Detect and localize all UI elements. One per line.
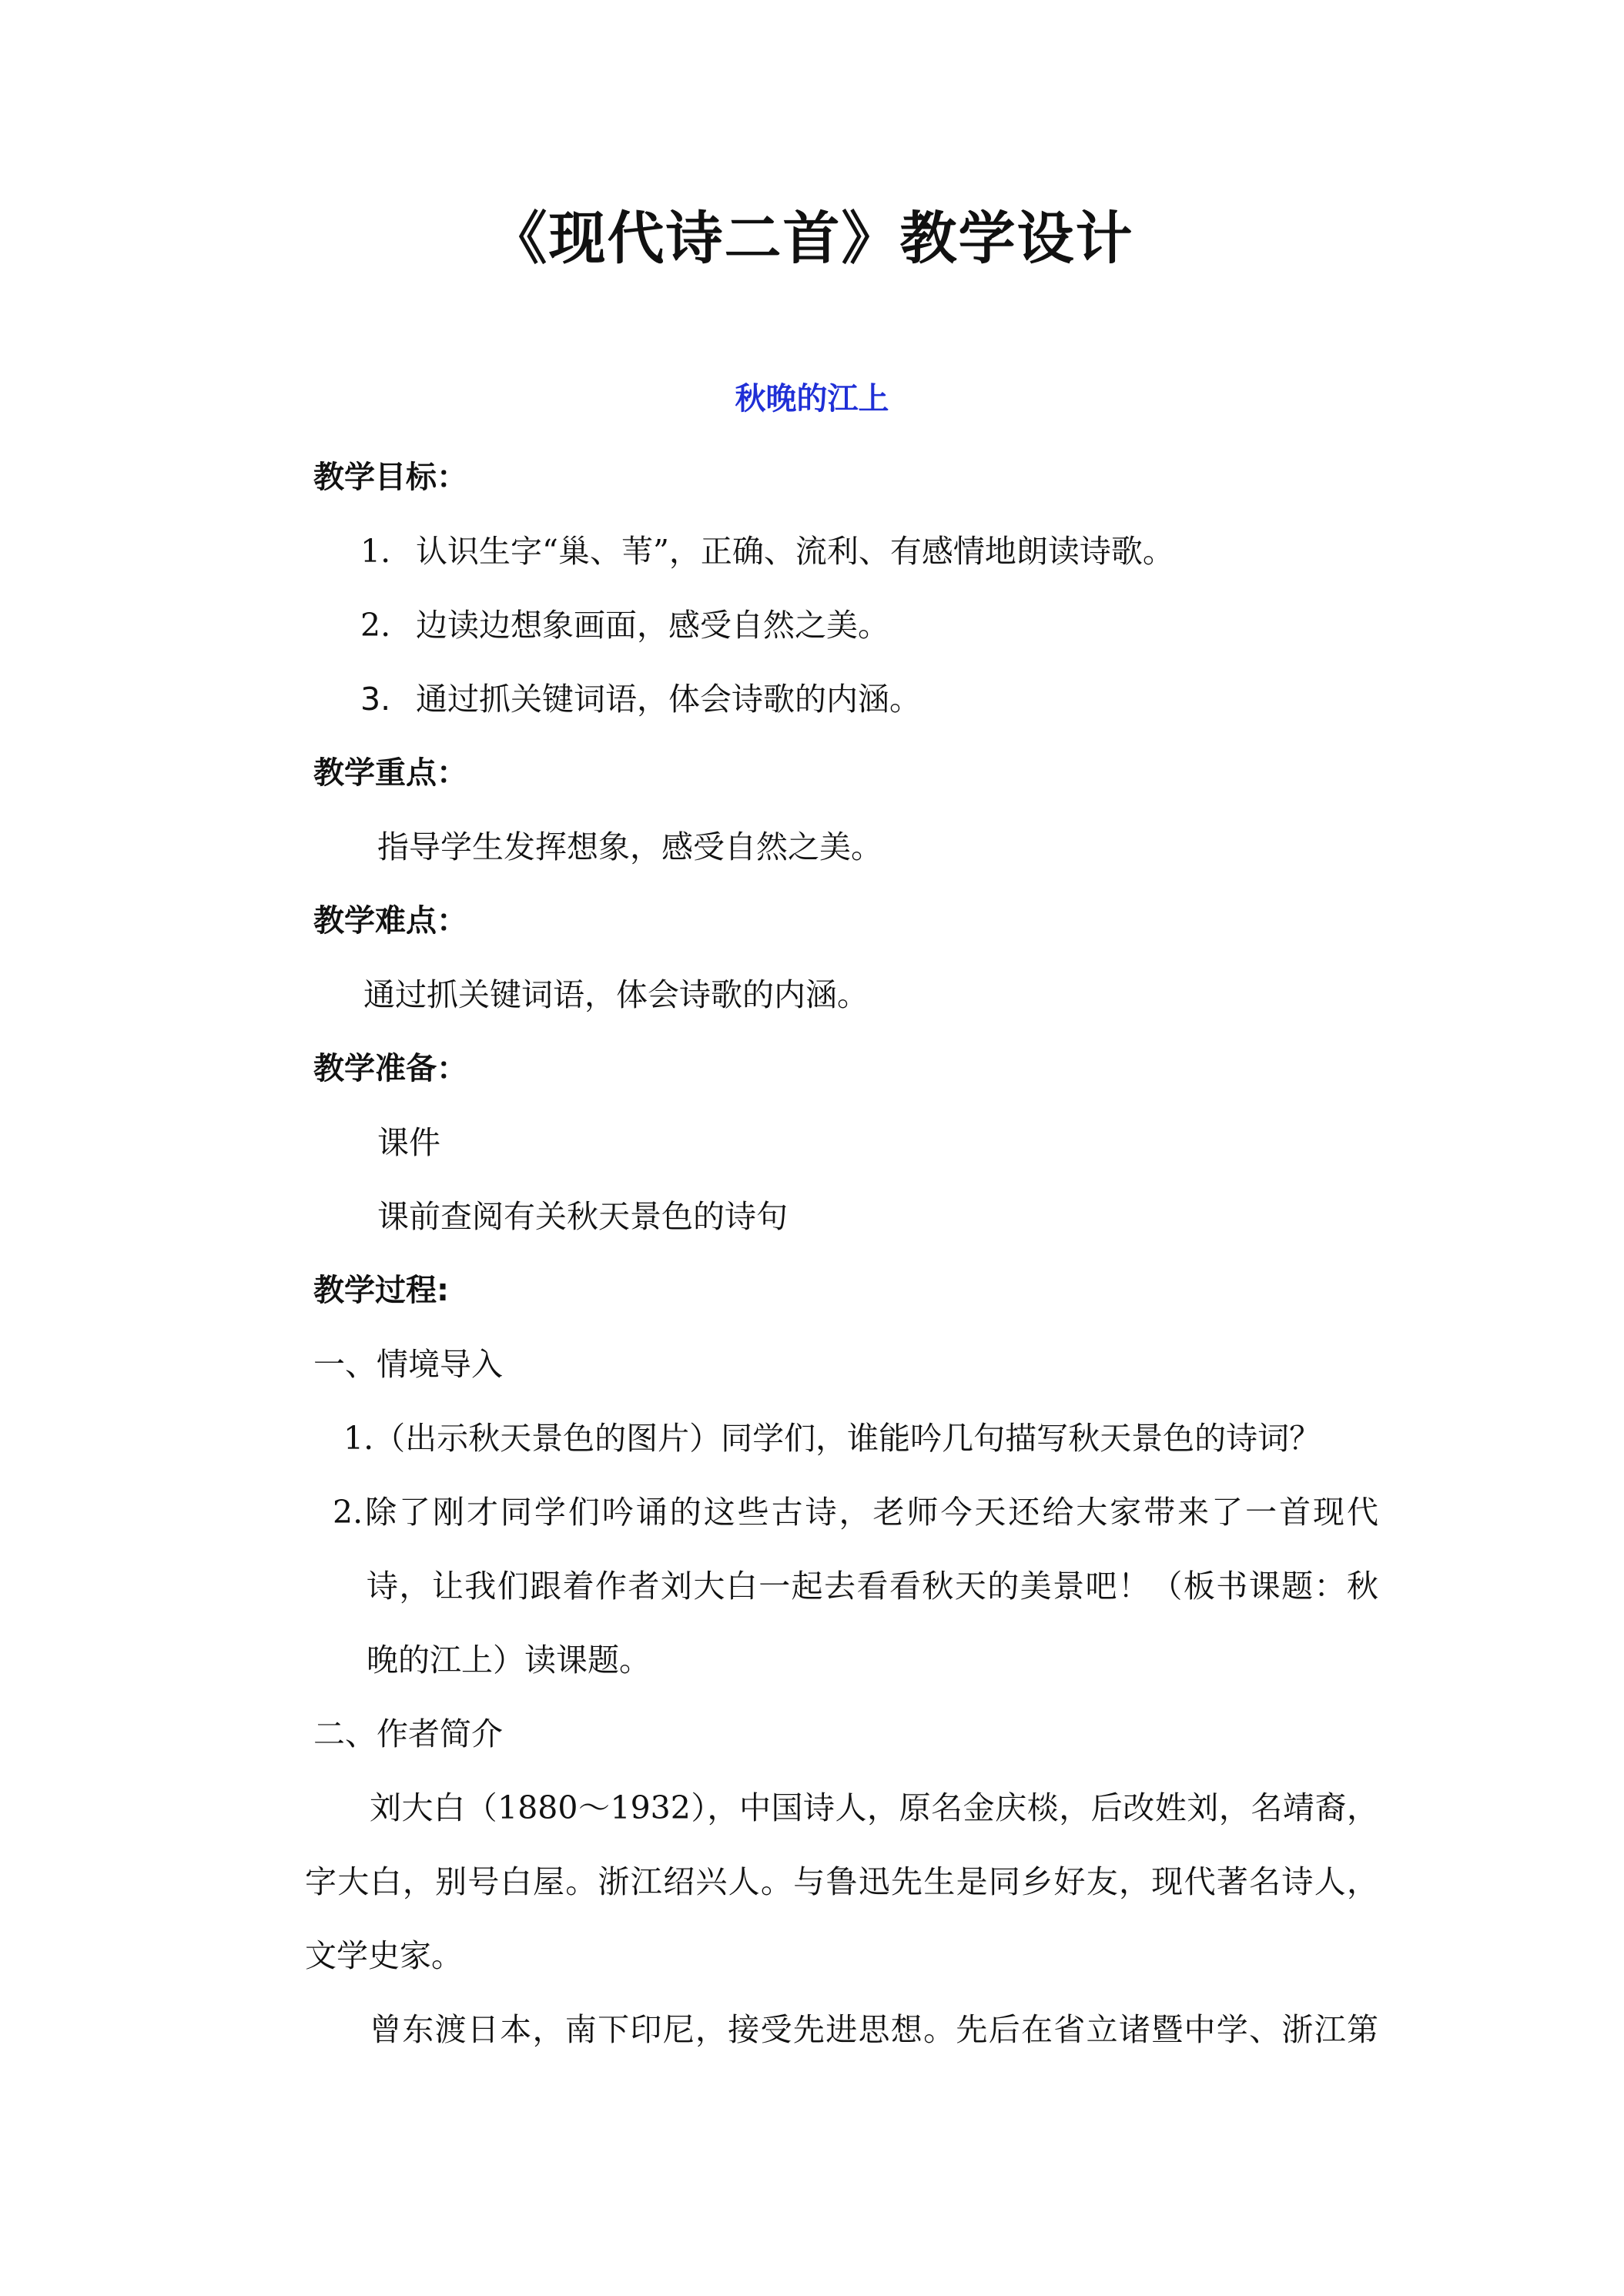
objective-item-1 <box>360 530 1174 573</box>
objective-text: 认识生字“巢、苇”，正确、流利、有感情地朗读诗歌。 <box>416 533 1174 570</box>
lesson-subtitle: 秋晚的江上 <box>735 381 889 417</box>
objective-item-3 <box>360 678 921 721</box>
section1-item-2-line1: 2.除了刚才同学们吟诵的这些古诗，老师今天还给大家带来了一首现代 <box>333 1494 1378 1531</box>
objective-number: 1. <box>360 533 391 570</box>
author-para1-line1: 刘大白（1880～1932），中国诗人，原名金庆棪，后改姓刘，名靖裔， <box>370 1789 1378 1826</box>
section1-heading: 一、情境导入 <box>313 1346 503 1383</box>
objective-text: 通过抓关键词语，体会诗歌的内涵。 <box>416 681 921 718</box>
author-para1-line3: 文学史家。 <box>305 1937 463 1974</box>
section1-item-2-line3: 晚的江上）读课题。 <box>367 1642 651 1678</box>
author-para2-line1: 曾东渡日本，南下印尼，接受先进思想。先后在省立诸暨中学、浙江第 <box>370 2011 1378 2048</box>
objective-number: 3. <box>360 681 391 718</box>
section2-heading: 二、作者简介 <box>313 1715 503 1752</box>
preparation-item-1: 课件 <box>377 1124 440 1161</box>
process-heading: 教学过程: <box>313 1273 449 1308</box>
key-point-text: 指导学生发挥想象，感受自然之美。 <box>377 828 882 865</box>
difficulty-heading: 教学难点： <box>313 903 467 939</box>
section1-item-2-line2: 诗，让我们跟着作者刘大白一起去看看秋天的美景吧！（板书课题：秋 <box>367 1568 1378 1605</box>
difficulty-text: 通过抓关键词语，体会诗歌的内涵。 <box>363 976 869 1013</box>
objectives-heading: 教学目标： <box>313 460 467 495</box>
objective-text: 边读边想象画面，感受自然之美。 <box>416 607 889 644</box>
preparation-heading: 教学准备： <box>313 1051 467 1086</box>
objective-number: 2. <box>360 607 391 644</box>
key-point-heading: 教学重点： <box>313 755 467 791</box>
objective-item-2 <box>360 604 889 647</box>
document-title: 《现代诗二首》教学设计 <box>490 206 1134 272</box>
author-para1-line2: 字大白，别号白屋。浙江绍兴人。与鲁迅先生是同乡好友，现代著名诗人， <box>305 1863 1378 1900</box>
preparation-item-2: 课前查阅有关秋天景色的诗句 <box>377 1198 788 1235</box>
section1-item-1: 1.（出示秋天景色的图片）同学们，谁能吟几句描写秋天景色的诗词？ <box>343 1420 1321 1457</box>
